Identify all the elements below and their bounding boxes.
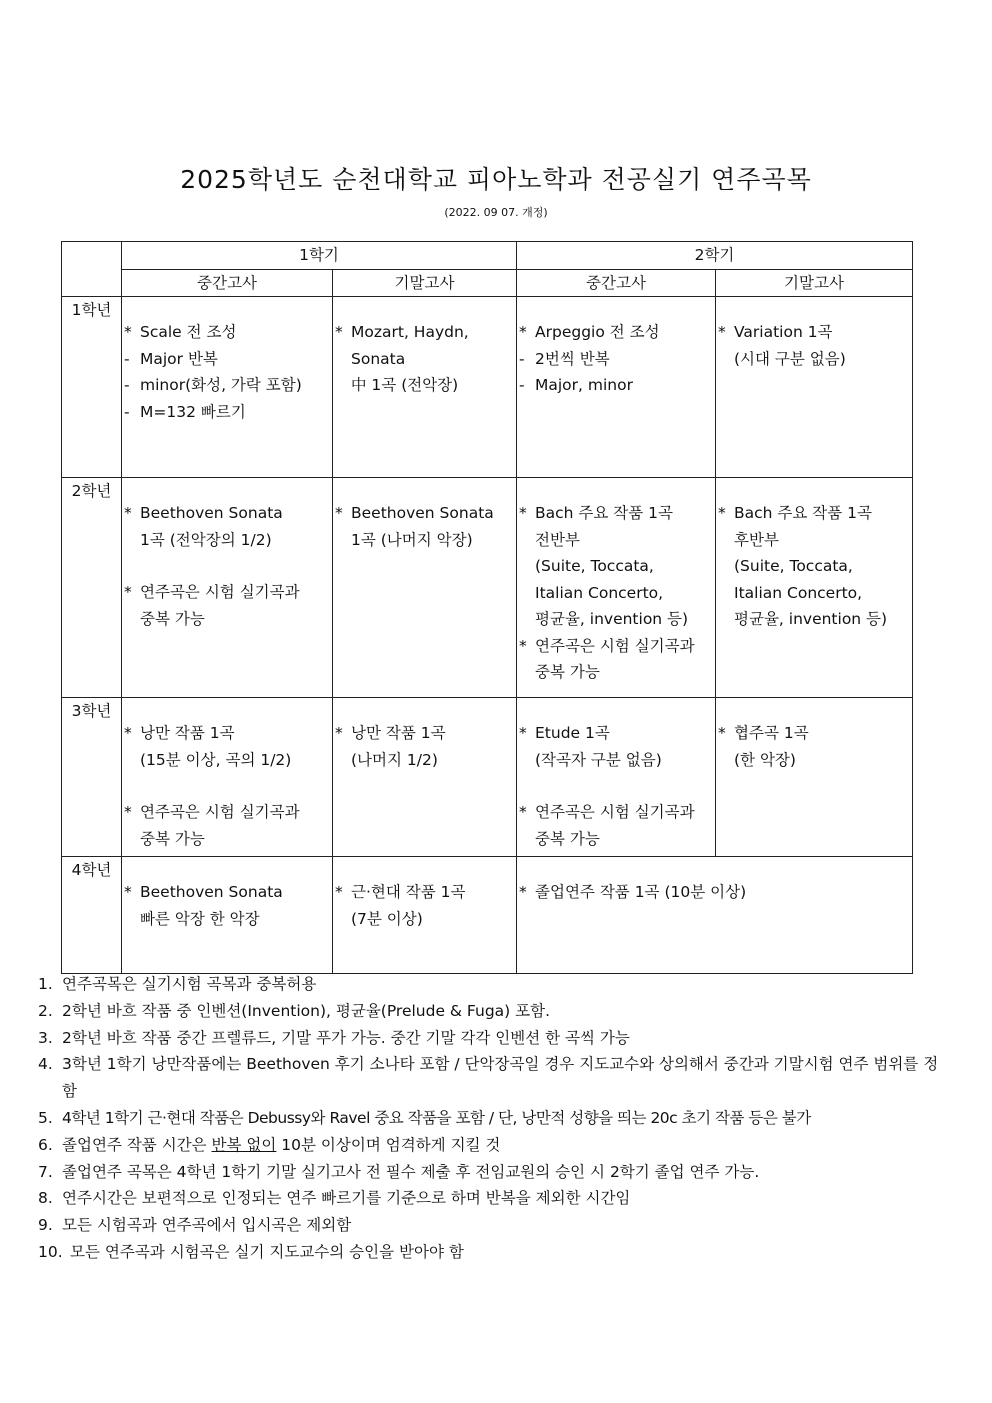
- semester-2-header: 2학기: [517, 242, 913, 270]
- cell-line: 중복 가능: [535, 829, 600, 848]
- page-title: 2025학년도 순천대학교 피아노학과 전공실기 연주곡목: [180, 165, 812, 194]
- cell-line: (Suite, Toccata,: [535, 557, 654, 575]
- cell-line: 빠른 악장 한 악장: [140, 909, 260, 928]
- exam-header-s1-final: 기말고사: [333, 269, 517, 297]
- note-number: 5.: [38, 1108, 53, 1127]
- year-3-row: [62, 698, 913, 857]
- note-number: 7.: [38, 1162, 53, 1181]
- note-item: [38, 1105, 968, 1132]
- cell-line: (7분 이상): [351, 909, 423, 928]
- cell-line: Italian Concerto,: [535, 583, 664, 602]
- revision-date: (2022. 09 07. 개정): [444, 206, 548, 219]
- year-label: 3학년: [62, 698, 122, 857]
- cell-line: Bach 주요 작품 1곡: [535, 504, 673, 522]
- note-item: [38, 1132, 968, 1159]
- note-text-part: 졸업연주 작품 시간은: [62, 1135, 212, 1154]
- exam-header-s1-midterm: 중간고사: [122, 269, 333, 297]
- semester-1-header: 1학기: [122, 242, 517, 270]
- note-text-part: 10분 이상이며 엄격하게 지킬 것: [276, 1135, 501, 1154]
- note-number: 10.: [38, 1242, 63, 1261]
- note-number: 9.: [38, 1216, 53, 1235]
- cell-line: (시대 구분 없음): [734, 349, 846, 368]
- note-item: [38, 1185, 968, 1212]
- cell-line: 연주곡은 시험 실기곡과: [140, 583, 300, 601]
- note-text: [62, 1132, 500, 1159]
- cell-line: (작곡자 구분 없음): [535, 750, 662, 769]
- cell-line: Sonata: [351, 349, 406, 368]
- cell-line: 2번씩 반복: [535, 349, 610, 368]
- cell-line: Major, minor: [535, 376, 633, 394]
- cell-y3-s1-final: * 낭만 작품 1곡 (나머지 1/2): [333, 698, 517, 857]
- note-text: 모든 시험곡과 연주곡에서 입시곡은 제외함: [62, 1216, 352, 1235]
- cell-line: 中 1곡 (전악장): [351, 376, 459, 394]
- semester-header-row: [62, 242, 913, 270]
- note-text: 모든 연주곡과 시험곡은 실기 지도교수의 승인을 받아야 함: [70, 1242, 464, 1261]
- cell-line: (15분 이상, 곡의 1/2): [140, 750, 292, 769]
- cell-line: 낭만 작품 1곡: [140, 724, 235, 742]
- year-4-row: [62, 857, 913, 974]
- notes-list: [38, 971, 968, 1266]
- year-label: 2학년: [62, 478, 122, 698]
- cell-y3-s2-final: * 협주곡 1곡 (한 악장): [716, 698, 913, 857]
- note-item: [38, 1025, 968, 1052]
- exam-header-row: [62, 269, 913, 297]
- cell-line: Etude 1곡: [535, 724, 610, 742]
- cell-line: Beethoven Sonata: [351, 504, 494, 522]
- note-text: 졸업연주 곡목은 4학년 1학기 기말 실기고사 전 필수 제출 후 전임교원의 승인 시 2학기 졸업 연주 가능.: [62, 1162, 760, 1181]
- cell-line: Major 반복: [140, 349, 218, 368]
- cell-line: 낭만 작품 1곡: [351, 724, 446, 742]
- cell-y4-s1-midterm: * Beethoven Sonata 빠른 악장 한 악장: [122, 857, 333, 974]
- cell-line: Arpeggio 전 조성: [535, 323, 660, 341]
- cell-y3-s1-midterm: * 낭만 작품 1곡 (15분 이상, 곡의 1/2) * 연주곡은 시험 실기곡과 중복 가능: [122, 698, 333, 857]
- note-item: [38, 1239, 968, 1266]
- note-number: 1.: [38, 975, 53, 993]
- cell-line: 중복 가능: [140, 609, 205, 628]
- cell-line: 연주곡은 시험 실기곡과: [535, 636, 695, 655]
- note-item: [38, 971, 968, 998]
- cell-y1-s1-midterm: * Scale 전 조성 - Major 반복 - minor(화성, 가락 포함) - M=132 빠르기: [122, 297, 333, 478]
- note-item: [38, 1051, 968, 1105]
- cell-y1-s2-midterm: * Arpeggio 전 조성 - 2번씩 반복 - Major, minor: [517, 297, 716, 478]
- note-text: 4학년 1학기 근·현대 작품은 Debussy와 Ravel 중요 작품을 포함 / 단, 낭만적 성향을 띄는 20c 초기 작품 등은 불가: [62, 1108, 811, 1127]
- cell-line: 1곡 (전악장의 1/2): [140, 530, 272, 549]
- cell-line: 평균율, invention 등): [734, 610, 888, 628]
- cell-line: Bach 주요 작품 1곡: [734, 504, 872, 522]
- note-item: [38, 1159, 968, 1186]
- cell-line: Italian Concerto,: [734, 583, 863, 602]
- note-item: [38, 998, 968, 1025]
- repertoire-table: [61, 241, 913, 974]
- exam-header-s2-midterm: 중간고사: [517, 269, 716, 297]
- cell-y2-s2-final: * Bach 주요 작품 1곡 후반부 (Suite, Toccata, Italian Concerto, 평균율, invention 등): [716, 478, 913, 698]
- note-text: 연주곡목은 실기시험 곡목과 중복허용: [62, 975, 317, 993]
- cell-y4-s2: * 졸업연주 작품 1곡 (10분 이상): [517, 857, 913, 974]
- cell-y2-s1-midterm: * Beethoven Sonata 1곡 (전악장의 1/2) * 연주곡은 시험 실기곡과 중복 가능: [122, 478, 333, 698]
- cell-line: 중복 가능: [140, 829, 205, 848]
- note-text: 연주시간은 보편적으로 인정되는 연주 빠르기를 기준으로 하며 반복을 제외한 시간임: [62, 1189, 631, 1208]
- cell-line: 중복 가능: [535, 663, 600, 681]
- cell-line: 연주곡은 시험 실기곡과: [140, 803, 300, 821]
- cell-line: 전반부: [535, 530, 580, 549]
- year-1-row: [62, 297, 913, 478]
- cell-y1-s1-final: * Mozart, Haydn, Sonata 中 1곡 (전악장): [333, 297, 517, 478]
- cell-y3-s2-midterm: * Etude 1곡 (작곡자 구분 없음) * 연주곡은 시험 실기곡과 중복 가능: [517, 698, 716, 857]
- cell-line: 근·현대 작품 1곡: [351, 883, 466, 901]
- cell-line: 연주곡은 시험 실기곡과: [535, 803, 695, 821]
- note-text: 2학년 바흐 작품 중 인벤션(Invention), 평균율(Prelude & Fuga) 포함.: [62, 1001, 550, 1020]
- note-underlined-text: 반복 없이: [211, 1135, 277, 1154]
- year-2-row: [62, 478, 913, 698]
- year-label: 4학년: [62, 857, 122, 974]
- cell-line: Variation 1곡: [734, 323, 833, 341]
- note-number: 2.: [38, 1001, 53, 1020]
- exam-header-s2-final: 기말고사: [716, 269, 913, 297]
- cell-line: M=132 빠르기: [140, 402, 246, 421]
- corner-cell: [62, 242, 122, 297]
- year-label: 1학년: [62, 297, 122, 478]
- cell-line: 평균율, invention 등): [535, 610, 689, 628]
- cell-line: Mozart, Haydn,: [351, 323, 469, 341]
- cell-line: Beethoven Sonata: [140, 504, 283, 522]
- cell-line: (Suite, Toccata,: [734, 557, 853, 575]
- cell-line: Beethoven Sonata: [140, 883, 283, 901]
- note-text: 3학년 1학기 낭만작품에는 Beethoven 후기 소나타 포함 / 단악장곡일 경우 지도교수와 상의해서 중간과 기말시험 연주 범위를 정함: [62, 1055, 939, 1101]
- cell-line: 후반부: [734, 530, 779, 549]
- note-text: 2학년 바흐 작품 중간 프렐류드, 기말 푸가 가능. 중간 기말 각각 인벤션 한 곡씩 가능: [62, 1028, 630, 1047]
- cell-line: (한 악장): [734, 750, 796, 769]
- cell-line: 졸업연주 작품 1곡 (10분 이상): [535, 883, 747, 901]
- note-number: 4.: [38, 1055, 53, 1074]
- cell-y1-s2-final: * Variation 1곡 (시대 구분 없음): [716, 297, 913, 478]
- cell-y2-s2-midterm: * Bach 주요 작품 1곡 전반부 (Suite, Toccata, Italian Concerto, 평균율, invention 등) * 연주곡은 시험 실기곡과 중복 가능: [517, 478, 716, 698]
- cell-line: minor(화성, 가락 포함): [140, 376, 302, 394]
- cell-line: Scale 전 조성: [140, 323, 237, 341]
- note-number: 8.: [38, 1189, 53, 1208]
- cell-y4-s1-final: * 근·현대 작품 1곡 (7분 이상): [333, 857, 517, 974]
- note-number: 3.: [38, 1028, 53, 1047]
- note-item: [38, 1212, 968, 1239]
- cell-line: (나머지 1/2): [351, 750, 438, 769]
- note-number: 6.: [38, 1135, 53, 1154]
- cell-line: 협주곡 1곡: [734, 724, 809, 742]
- cell-y2-s1-final: * Beethoven Sonata 1곡 (나머지 악장): [333, 478, 517, 698]
- cell-line: 1곡 (나머지 악장): [351, 530, 473, 549]
